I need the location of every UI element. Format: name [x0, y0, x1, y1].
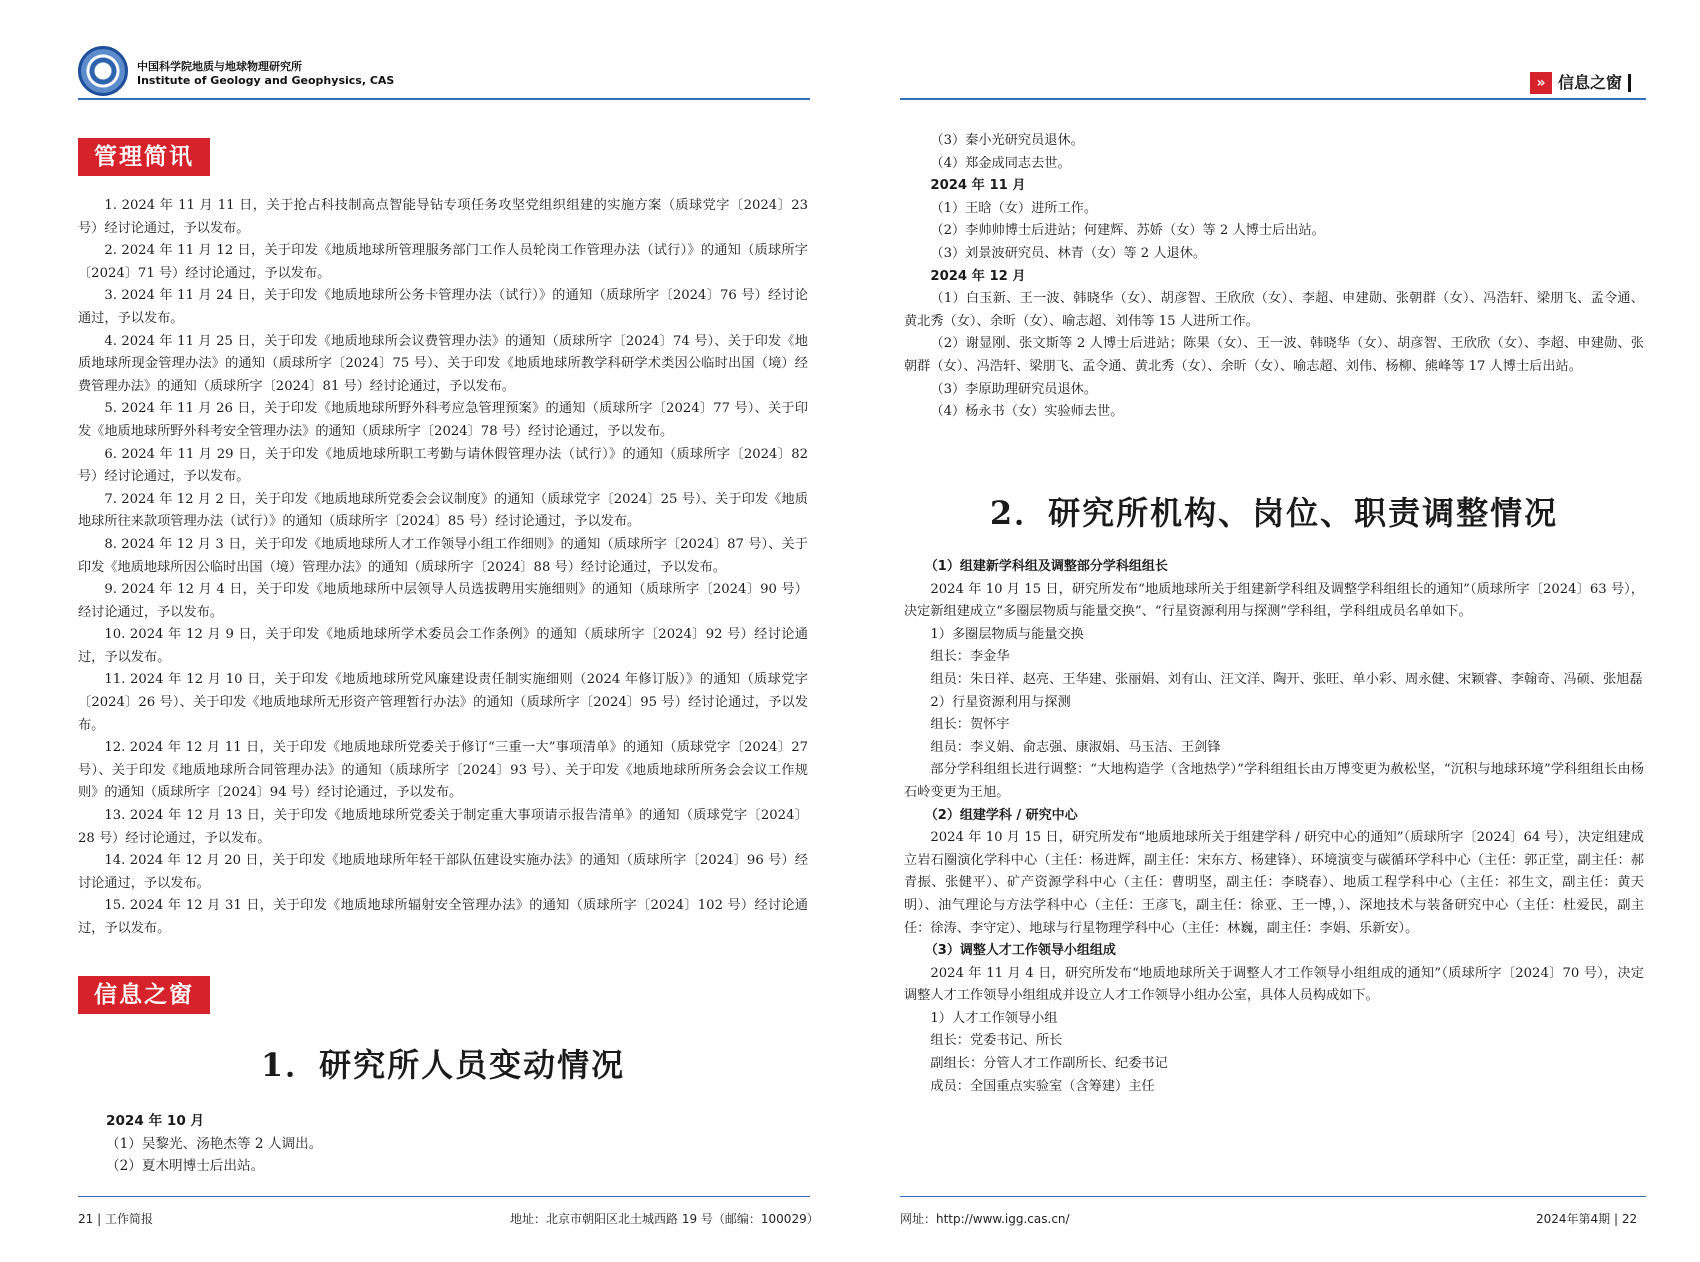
month-heading: 2024 年 11 月: [930, 178, 1026, 194]
footer-rule: [78, 1196, 810, 1197]
footer-address: 地址：北京市朝阳区北土城西路 19 号（邮编：100029）: [510, 1212, 819, 1226]
list-item: （1）白玉新、王一波、韩晓华（女）、胡彦智、王欣欣（女）、李超、申建勋、张朝群（女）、冯浩轩、梁朋飞、孟令通、黄北秀（女）、余昕（女）、喻志超、刘伟等 15 人进所工作。: [904, 291, 1644, 329]
list-item: （2）谢显刚、张文斯等 2 人博士后进站；陈果（女）、王一波、韩晓华（女）、胡彦智、王欣欣（女）、李超、申建勋、张朝群（女）、冯浩轩、梁朋飞、孟令通、黄北秀（女）、余昕（女）、喻志超、刘伟、杨柳、熊峰等 17 人博士后出站。: [904, 336, 1644, 374]
footer-rule-right: [900, 1196, 1646, 1197]
list-item: 11. 2024 年 12 月 10 日，关于印发《地质地球所党风廉建设责任制实施细则（2024 年修订版）》的通知（质球党字〔2024〕26 号）、关于印发《地质地球所无形资产管理暂行办法》的通知（质球所字〔2024〕95 号）经讨论通过，予以发布。: [78, 672, 808, 733]
group-members: 组员：李义娟、俞志强、康淑娟、马玉洁、王剑锋: [930, 739, 1221, 755]
group-title: 2）行星资源利用与探测: [930, 694, 1071, 710]
list-item: （3）秦小光研究员退休。: [930, 133, 1084, 148]
group-members: 组员：朱日祥、赵亮、王华建、张丽娟、刘有山、汪文洋、陶开、张旺、单小彩、周永健、宋颖睿、李翰奇、冯硕、张旭磊: [930, 671, 1643, 687]
list-item: 5. 2024 年 11 月 26 日，关于印发《地质地球所野外科考应急管理预案》的通知（质球所字〔2024〕77 号）、关于印发《地质地球所野外科考安全管理办法》的通知（质球所字〔2024〕78 号）经讨论通过，予以发布。: [78, 401, 808, 439]
list-item: （4）杨永书（女）实验师去世。: [930, 404, 1124, 420]
list-item: （2）李帅帅博士后进站；何建辉、苏娇（女）等 2 人博士后出站。: [930, 223, 1325, 239]
header-rule: [78, 98, 810, 100]
footer-page-number: 21 | 工作简报: [78, 1212, 153, 1226]
org-name-cn: 中国科学院地质与地球物理研究所: [137, 60, 302, 73]
list-item: （3）李原助理研究员退休。: [930, 381, 1098, 397]
section-title-personnel: 1．研究所人员变动情况: [260, 1046, 626, 1084]
oct-changes: [106, 1110, 806, 1178]
list-item: 8. 2024 年 12 月 3 日，关于印发《地质地球所人才工作领导小组工作细则》的通知（质球所字〔2024〕87 号）、关于印发《地质地球所因公临时出国（境）管理办法》的通知（质球所字〔2024〕88 号）经讨论通过，予以发布。: [78, 536, 808, 575]
subsection-heading: （2）组建学科 / 研究中心: [924, 807, 1078, 823]
group-deputy: 副组长：分管人才工作副所长、纪委书记: [930, 1056, 1168, 1072]
window-tag-label: 信息之窗: [1558, 73, 1623, 92]
footer-url: 网址：http://www.igg.cas.cn/: [900, 1212, 1070, 1226]
group-leader: 组长：贺怀宇: [930, 717, 1010, 733]
list-item: 12. 2024 年 12 月 11 日，关于印发《地质地球所党委关于修订“三重一大”事项清单》的通知（质球党字〔2024〕27 号）、关于印发《地质地球所合同管理办法》的通知（质球所字〔2024〕93 号）、关于印发《地质地球所所务会会议工作规则》的通知（质球所字〔2024〕94 号）经讨论通过，予以发布。: [78, 740, 808, 801]
personnel-changes-cont: [904, 130, 1644, 424]
paragraph: 2024 年 11 月 4 日，研究所发布“地质地球所关于调整人才工作领导小组组成的通知”（质球所字〔2024〕70 号），决定调整人才工作领导小组组成并设立人才工作领导小组办公室，具体人员构成如下。: [904, 965, 1644, 1004]
management-list: [78, 195, 808, 941]
window-tag: [1530, 72, 1631, 94]
banner-management: 管理简讯: [78, 138, 210, 176]
banner-info-window: 信息之窗: [78, 976, 210, 1014]
org-name-en: Institute of Geology and Geophysics, CAS: [137, 74, 395, 87]
list-item: 9. 2024 年 12 月 4 日，关于印发《地质地球所中层领导人员选拔聘用实施细则》的通知（质球所字〔2024〕90 号）经讨论通过，予以发布。: [78, 582, 808, 620]
month-heading: 2024 年 10 月: [106, 1113, 205, 1129]
footer-issue: 2024年第4期 | 22: [1536, 1212, 1638, 1226]
list-item: （3）刘景波研究员、林青（女）等 2 人退休。: [930, 245, 1207, 261]
org-adjust-body: [904, 556, 1644, 1098]
list-item: 3. 2024 年 11 月 24 日，关于印发《地质地球所公务卡管理办法（试行）》的通知（质球所字〔2024〕76 号）经讨论通过，予以发布。: [78, 288, 808, 326]
group-leader: 组长：李金华: [930, 649, 1010, 665]
group-title: 1）人才工作领导小组: [930, 1010, 1058, 1026]
section-title-org-adjust: 2．研究所机构、岗位、职责调整情况: [989, 494, 1559, 532]
list-item: （2）夏木明博士后出站。: [106, 1158, 265, 1175]
list-item: 13. 2024 年 12 月 13 日，关于印发《地质地球所党委关于制定重大事项请示报告清单》的通知（质球党字〔2024〕28 号）经讨论通过，予以发布。: [78, 808, 808, 846]
group-members: 成员：全国重点实验室（含筹建）主任: [930, 1078, 1155, 1094]
group-leader: 组长：党委书记、所长: [930, 1033, 1063, 1049]
list-item: 1. 2024 年 11 月 11 日，关于抢占科技制高点智能导钻专项任务攻坚党组织组建的实施方案（质球党字〔2024〕23 号）经讨论通过，予以发布。: [78, 198, 808, 236]
list-item: 10. 2024 年 12 月 9 日，关于印发《地质地球所学术委员会工作条例》的通知（质球所字〔2024〕92 号）经讨论通过，予以发布。: [78, 627, 808, 665]
month-heading: 2024 年 12 月: [930, 268, 1026, 284]
paragraph: 部分学科组组长进行调整：“大地构造学（含地热学）”学科组组长由万博变更为赦松坚，“沉积与地球环境”学科组组长由杨石岭变更为王旭。: [904, 762, 1644, 800]
list-item: 7. 2024 年 12 月 2 日，关于印发《地质地球所党委会会议制度》的通知（质球党字〔2024〕25 号）、关于印发《地质地球所往来款项管理办法（试行）》的通知（质球所字〔2024〕85 号）经讨论通过，予以发布。: [78, 491, 808, 530]
list-item: 6. 2024 年 11 月 29 日，关于印发《地质地球所职工考勤与请休假管理办法（试行）》的通知（质球所字〔2024〕82 号）经讨论通过，予以发布。: [78, 446, 808, 485]
list-item: （4）郑金成同志去世。: [930, 155, 1071, 171]
subsection-heading: （3）调整人才工作领导小组组成: [924, 943, 1116, 959]
chevron-right-icon: »: [1530, 72, 1552, 94]
header-rule-right: [900, 98, 1646, 100]
paragraph: 2024 年 10 月 15 日，研究所发布“地质地球所关于组建新学科组及调整学科组组长的通知”（质球所字〔2024〕63 号），决定新组建成立“多圈层物质与能量交换”、“行星资源利用与探测”学科组，学科组成员名单如下。: [904, 581, 1644, 620]
list-item: （1）吴黎光、汤艳杰等 2 人调出。: [106, 1135, 323, 1152]
list-item: 14. 2024 年 12 月 20 日，关于印发《地质地球所年轻干部队伍建设实施办法》的通知（质球所字〔2024〕96 号）经讨论通过，予以发布。: [78, 853, 808, 891]
institute-logo-icon: [78, 46, 128, 96]
group-title: 1）多圈层物质与能量交换: [930, 626, 1084, 642]
subsection-heading: （1）组建新学科组及调整部分学科组组长: [924, 559, 1168, 574]
list-item: （1）王晗（女）进所工作。: [930, 200, 1098, 216]
list-item: 15. 2024 年 12 月 31 日，关于印发《地质地球所辐射安全管理办法》的通知（质球所字〔2024〕102 号）经讨论通过，予以发布。: [78, 898, 808, 936]
list-item: 2. 2024 年 11 月 12 日，关于印发《地质地球所管理服务部门工作人员轮岗工作管理办法（试行）》的通知（质球所字〔2024〕71 号）经讨论通过，予以发布。: [78, 243, 808, 281]
paragraph: 2024 年 10 月 15 日，研究所发布“地质地球所关于组建学科 / 研究中心的通知”（质球所字〔2024〕64 号），决定组建成立岩石圈演化学科中心（主任：杨进辉，副主任：宋东方、杨建锋）、环境演变与碳循环学科中心（主任：郭正堂，副主任：郝青振、张健平）、矿产资源学科中心（主任：曹明坚，副主任：李晓春）、地质工程学科中心（主任：祁生文，副主任：黄天明）、油气理论与方法学科中心（主任：王彦飞，副主任：徐亚、王一博，）、深地技术与装备研究中心（主任：杜爱民，副主任：徐涛、李守定）、地球与行星物理学科中心（主任：林巍，副主任：李娟、乐新安）。: [904, 830, 1644, 936]
divider: [1628, 74, 1631, 92]
list-item: 4. 2024 年 11 月 25 日，关于印发《地质地球所会议费管理办法》的通知（质球所字〔2024〕74 号）、关于印发《地质地球所现金管理办法》的通知（质球所字〔2024〕75 号）、关于印发《地质地球所教学科研学术类因公临时出国（境）经费管理办法》的通知（质球所字〔2024〕81 号）经讨论通过，予以发布。: [78, 333, 808, 394]
